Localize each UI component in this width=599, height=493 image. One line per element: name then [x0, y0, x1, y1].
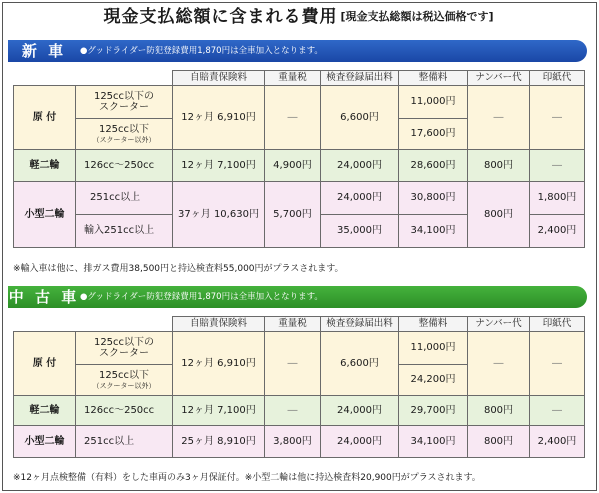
row-spec: 126cc〜250cc [76, 150, 173, 182]
used-footnote: ※12ヶ月点検整備（有料）をした車両のみ3ヶ月保証付。※小型二輪は他に持込検査料20,900円がプラスされます。 [13, 473, 481, 483]
plate-cell: 800円 [468, 396, 530, 426]
weight-tax-cell: ― [265, 332, 321, 396]
col-header-plate: ナンバー代 [468, 71, 530, 86]
col-header-inspection: 検査登録届出料 [321, 317, 399, 332]
col-header-stamp: 印紙代 [530, 71, 585, 86]
row-spec: 輸入251cc以上 [76, 215, 173, 248]
inspection-cell: 24,000円 [321, 150, 399, 182]
table-row [14, 332, 585, 365]
plate-cell: ― [468, 86, 530, 150]
col-header-insurance: 自賠責保険料 [173, 317, 265, 332]
stamp-cell: ― [530, 86, 585, 150]
used-section-note: ●グッドライダー防犯登録費用1,870円は全車加入となります。 [80, 292, 323, 302]
row-spec: 125cc以下 （スクーター以外） [76, 119, 173, 150]
row-spec: 251cc以上 [76, 182, 173, 215]
insurance-cell: 37ヶ月 10,630円 [173, 182, 265, 248]
row-spec: 125cc以下の スクーター [76, 86, 173, 119]
row-category: 原 付 [14, 86, 76, 150]
weight-tax-cell: 4,900円 [265, 150, 321, 182]
inspection-cell: 6,600円 [321, 332, 399, 396]
weight-tax-cell: ― [265, 396, 321, 426]
new-footnote: ※輸入車は他に、排ガス費用38,500円と持込検査料55,000円がプラスされます。 [13, 264, 344, 274]
stamp-cell: ― [530, 150, 585, 182]
maintenance-cell: 29,700円 [399, 396, 468, 426]
col-header-inspection: 検査登録届出料 [321, 71, 399, 86]
stamp-cell: 2,400円 [530, 426, 585, 458]
insurance-cell: 25ヶ月 8,910円 [173, 426, 265, 458]
col-header-weight-tax: 重量税 [265, 317, 321, 332]
insurance-cell: 12ヶ月 7,100円 [173, 150, 265, 182]
new-section-note: ●グッドライダー防犯登録費用1,870円は全車加入となります。 [80, 46, 323, 56]
maintenance-cell: 17,600円 [399, 119, 468, 150]
weight-tax-cell: ― [265, 86, 321, 150]
inspection-cell: 24,000円 [321, 182, 399, 215]
used-section-label: 中 古 車 [8, 288, 80, 306]
row-spec: 126cc〜250cc [76, 396, 173, 426]
used-fee-table [13, 316, 585, 458]
table-row [14, 150, 585, 182]
row-spec: 125cc以下 （スクーター以外） [76, 365, 173, 396]
page-subtitle: [現金支払総額は税込価格です] [340, 10, 494, 23]
maintenance-cell: 30,800円 [399, 182, 468, 215]
maintenance-cell: 34,100円 [399, 426, 468, 458]
table-row [14, 426, 585, 458]
insurance-cell: 12ヶ月 6,910円 [173, 332, 265, 396]
insurance-cell: 12ヶ月 6,910円 [173, 86, 265, 150]
col-header-maintenance: 整備料 [399, 317, 468, 332]
stamp-cell: ― [530, 332, 585, 396]
row-spec: 251cc以上 [76, 426, 173, 458]
col-header-stamp: 印紙代 [530, 317, 585, 332]
row-category: 小型二輪 [14, 182, 76, 248]
row-category: 原 付 [14, 332, 76, 396]
row-category: 軽二輪 [14, 150, 76, 182]
stamp-cell: 2,400円 [530, 215, 585, 248]
plate-cell: 800円 [468, 426, 530, 458]
table-header-row [14, 317, 585, 332]
weight-tax-cell: 3,800円 [265, 426, 321, 458]
insurance-cell: 12ヶ月 7,100円 [173, 396, 265, 426]
plate-cell: ― [468, 332, 530, 396]
row-category: 軽二輪 [14, 396, 76, 426]
col-header-insurance: 自賠責保険料 [173, 71, 265, 86]
maintenance-cell: 11,000円 [399, 332, 468, 365]
page-title: 現金支払総額に含まれる費用 [103, 7, 338, 27]
col-header-maintenance: 整備料 [399, 71, 468, 86]
inspection-cell: 24,000円 [321, 396, 399, 426]
plate-cell: 800円 [468, 150, 530, 182]
maintenance-cell: 11,000円 [399, 86, 468, 119]
maintenance-cell: 28,600円 [399, 150, 468, 182]
used-section-bar [8, 286, 587, 308]
table-row [14, 182, 585, 215]
row-spec: 125cc以下の スクーター [76, 332, 173, 365]
col-header-plate: ナンバー代 [468, 317, 530, 332]
inspection-cell: 6,600円 [321, 86, 399, 150]
stamp-cell: ― [530, 396, 585, 426]
page-header [0, 0, 597, 34]
row-category: 小型二輪 [14, 426, 76, 458]
new-fee-table [13, 70, 585, 248]
new-section-label: 新 車 [21, 42, 67, 60]
plate-cell: 800円 [468, 182, 530, 248]
inspection-cell: 35,000円 [321, 215, 399, 248]
maintenance-cell: 34,100円 [399, 215, 468, 248]
stamp-cell: 1,800円 [530, 182, 585, 215]
weight-tax-cell: 5,700円 [265, 182, 321, 248]
col-header-weight-tax: 重量税 [265, 71, 321, 86]
inspection-cell: 24,000円 [321, 426, 399, 458]
table-row [14, 86, 585, 119]
table-row [14, 396, 585, 426]
new-section-bar [8, 40, 587, 62]
table-header-row [14, 71, 585, 86]
maintenance-cell: 24,200円 [399, 365, 468, 396]
